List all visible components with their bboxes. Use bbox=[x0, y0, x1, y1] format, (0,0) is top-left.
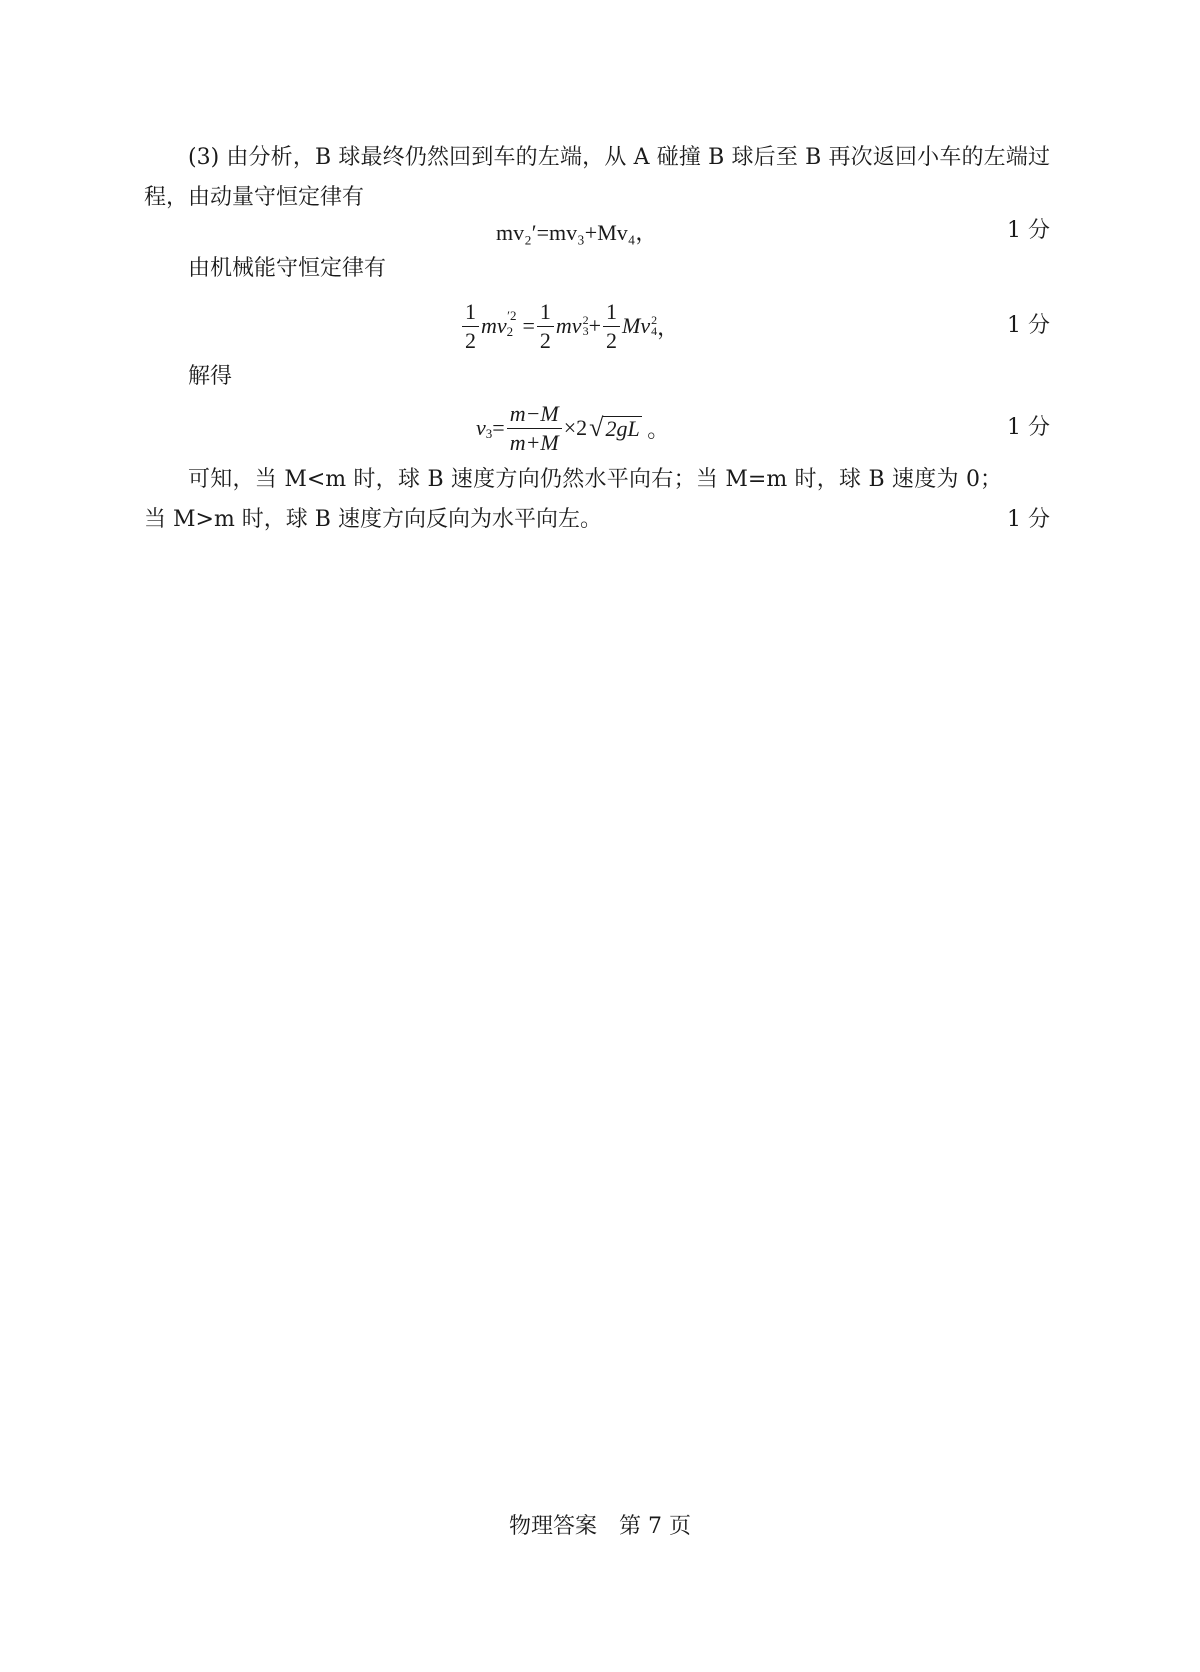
equation-result: v $_3$ = $\frac{m-M}{m+M}$ ×2 √ 2gL 。 bbox=[476, 400, 670, 455]
solve-label: 解得 bbox=[188, 364, 233, 389]
fraction-mass-ratio: $\frac{m-M}{m+M}$ bbox=[507, 402, 562, 455]
equation-energy: $\frac{1}{2}$ mv $_2$ $^{'2}$ = $\frac{1}{2}$ mv 2 3 + $\frac{1}{2}$ Mv 2 4 ， bbox=[460, 298, 679, 354]
equation-momentum bbox=[496, 216, 657, 246]
page-footer: 物理答案 第 7 页 bbox=[509, 1514, 691, 1539]
score-energy: 1 分 bbox=[1007, 313, 1050, 338]
conclusion-paragraph: 可知，当 M<m 时，球 B 速度方向仍然水平向右；当 M=m 时，球 B 速度为 0；当 M>m 时，球 B 速度方向反向为水平向左。 bbox=[144, 467, 1002, 532]
score-result: 1 分 bbox=[1007, 415, 1050, 440]
energy-conservation-label: 由机械能守恒定律有 bbox=[188, 256, 387, 281]
equation-momentum-text: mv₂′=mv₃+Mv₄， bbox=[496, 219, 658, 245]
section3-intro bbox=[144, 138, 1050, 218]
section3-intro-text: B 球最终仍然回到车的左端，从 A 碰撞 B 球后至 B 再次返回小车的左端过程，由动量守恒定律有 bbox=[144, 145, 1050, 210]
fraction-half-2: $\frac{1}{2}$ bbox=[537, 300, 554, 353]
score-conclusion: 1 分 bbox=[1007, 507, 1050, 532]
section3-prefix: (3) 由分析， bbox=[188, 145, 315, 170]
fraction-half-3: $\frac{1}{2}$ bbox=[603, 300, 620, 353]
fraction-half-1: $\frac{1}{2}$ bbox=[462, 300, 479, 353]
score-momentum: 1 分 bbox=[1007, 218, 1050, 243]
